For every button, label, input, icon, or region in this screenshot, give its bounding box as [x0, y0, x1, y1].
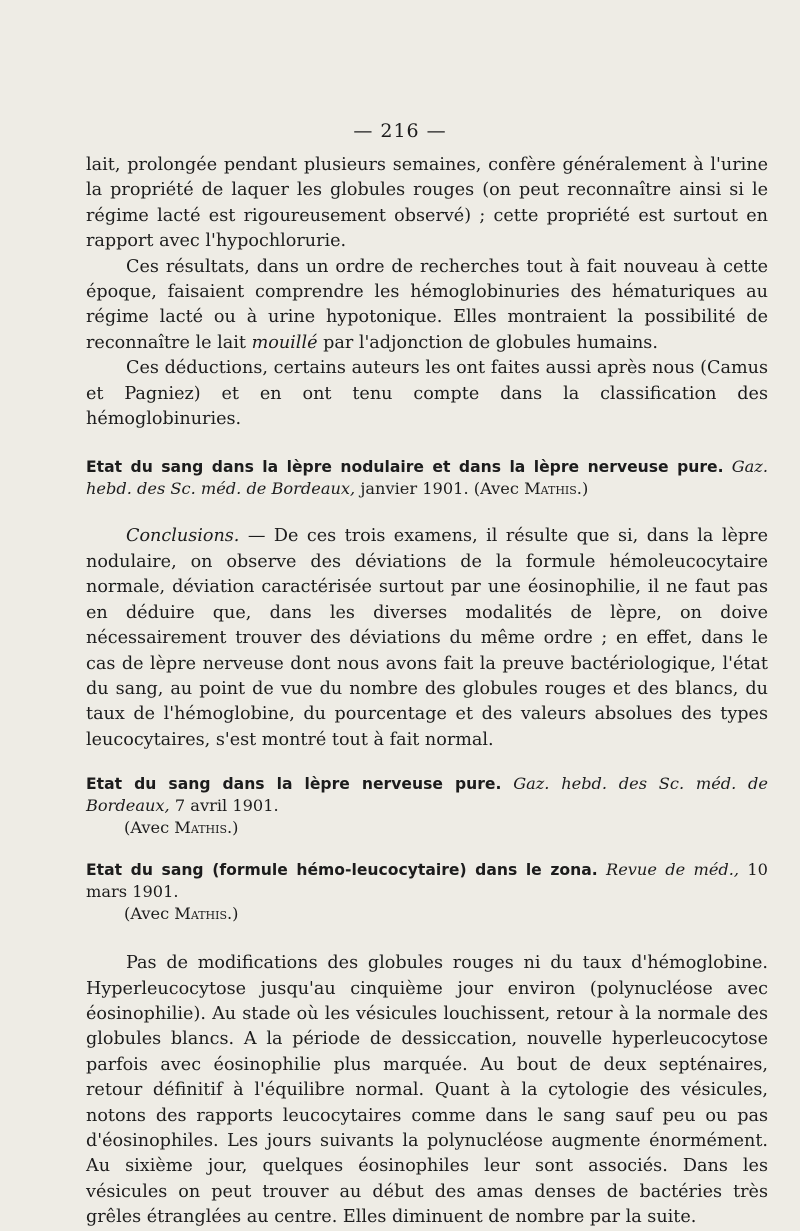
reference-journal: Gaz. hebd. des Sc. méd. de Bordeaux, — [86, 457, 768, 499]
reference-line — [86, 859, 768, 903]
reference-author: Mathis — [174, 904, 228, 924]
paragraph-deductions: Ces déductions, certains auteurs les ont faites aussi après nous (Camus et Pagniez) et en ont tenu compte dans la classification des hémoglobinuries. — [86, 358, 768, 430]
conclusions-label: Conclusions. — [126, 526, 240, 547]
reference-lepre-nerveuse — [86, 773, 768, 839]
reference-avec: (Avec — [473, 479, 519, 499]
paragraph-zona: Pas de modifications des globules rouges ni du taux d'hémoglobine. Hyperleucocytose jusqu'au cinquième jour environ (polynucléose avec éosinophilie). Au stade où les vésicules louchissent, retour à la normale des globules blancs. A la période de dessiccation, nouvelle hyperleucocytose parfois avec éosinophilie plus marquée. Au bout de deux septénaires, retour définitif à l'équilibre normal. Quant à la cytologie des vésicules, notons des rapports leucocytaires comme dans le sang sauf peu ou pas d'éosinophiles. Les jours suivants la polynucléose augmente énormément. Au sixième jour, quelques éosinophiles leur sont associés. Dans les vésicules on peut trouver au début des amas denses de bactéries très grêles étranglées au centre. Elles diminuent de nombre par la suite. — [86, 953, 768, 1228]
reference-line — [86, 456, 768, 500]
paragraph-results-end: par l'adjonction de globules humains. — [323, 332, 658, 353]
reference-authors-line — [86, 817, 768, 839]
reference-date: 10 mars 1901. — [86, 860, 768, 902]
reference-zona — [86, 859, 768, 925]
reference-author: Mathis — [524, 479, 577, 499]
conclusions-text: — De ces trois examens, il résulte que si, dans la lèpre nodulaire, on observe des déviations de la formule hémoleucocytaire normale, déviation caractérisée surtout par une éosinophilie, il ne faut pas en déduire que, dans les diverses modalités de lèpre, on doive nécessairement trouver des déviations du même ordre ; en effet, dans le cas de lèpre nerveuse dont nous avons fait la preuve bactériologique, l'état du sang, au point de vue du nombre des globules rouges et des blancs, du taux de l'hémoglobine, du pourcentage et des valeurs absolues des types leucocytaires, s'est montré tout à fait normal. — [86, 526, 768, 750]
reference-close: .) — [227, 818, 239, 838]
reference-journal: Gaz. hebd. des Sc. méd. de Bordeaux, — [86, 774, 768, 816]
reference-title: Etat du sang (formule hémo-leucocytaire) dans le zona. — [86, 861, 598, 880]
reference-avec: (Avec — [124, 818, 170, 838]
reference-avec: (Avec — [124, 904, 170, 924]
reference-close: .) — [576, 479, 589, 499]
paragraph-results-italic: mouillé — [251, 332, 318, 353]
reference-date: janvier 1901. — [360, 479, 469, 499]
page-content — [86, 153, 768, 1231]
page-number: — 216 — — [353, 120, 447, 142]
reference-author: Mathis — [174, 818, 228, 838]
paragraph-continuation: lait, prolongée pendant plusieurs semaines, confère généralement à l'urine la propriété de laquer les globules rouges (on peut reconnaître ainsi si le régime lacté est rigoureusement observé) ; cette propriété est surtout en rapport avec l'hypochlorurie. — [86, 155, 768, 252]
reference-title: Etat du sang dans la lèpre nerveuse pure. — [86, 775, 502, 794]
reference-title: Etat du sang dans la lèpre nodulaire et dans la lèpre nerveuse pure. — [86, 458, 724, 477]
reference-authors-line — [86, 903, 768, 925]
reference-line — [86, 773, 768, 817]
paragraph-results — [86, 255, 768, 357]
reference-close: .) — [227, 904, 239, 924]
paragraph-results-text: Ces résultats, dans un ordre de recherches tout à fait nouveau à cette époque, faisaient comprendre les hémoglobinuries des hématuriques au régime lacté ou à urine hypotonique. Elles montraient la possibilité de reconnaître le lait — [86, 256, 768, 353]
paragraph-conclusions — [86, 524, 768, 753]
reference-date: 7 avril 1901. — [174, 796, 279, 816]
reference-journal: Revue de méd., — [606, 860, 740, 880]
reference-lepre-nodulaire — [86, 456, 768, 500]
